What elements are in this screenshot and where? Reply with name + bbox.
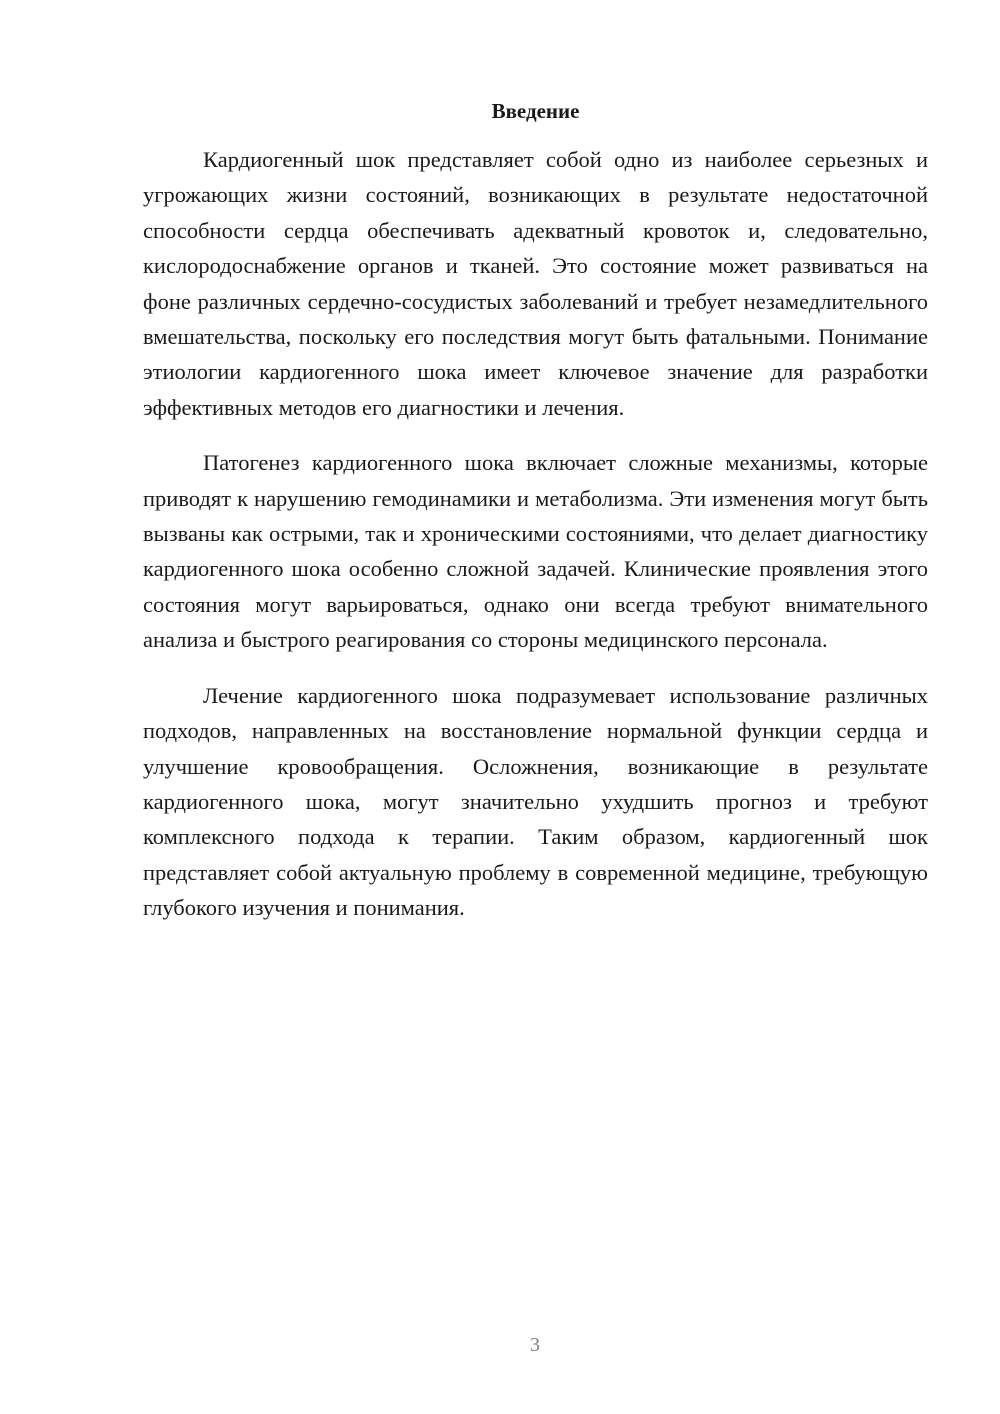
paragraph-1: Кардиогенный шок представляет собой одно из наиболее серьезных и угрожающих жизни состояний, возникающих в результате недостаточной способности сердца обеспечивать адекватный кровоток и, следовательно, кислородоснабжение органов и тканей. Это состояние может развиваться на фоне различных сердечно-сосудистых заболеваний и требует незамедлительного вмешательства, поскольку его последствия могут быть фатальными. Понимание этиологии кардиогенного шока имеет ключевое значение для разработки эффективных методов его диагностики и лечения. — [143, 147, 928, 420]
paragraph-2: Патогенез кардиогенного шока включает сложные механизмы, которые приводят к нарушению гемодинамики и метаболизма. Эти изменения могут быть вызваны как острыми, так и хроническими состояниями, что делает диагностику кардиогенного шока особенно сложной задачей. Клинические проявления этого состояния могут варьироваться, однако они всегда требуют внимательного анализа и быстрого реагирования со стороны медицинского персонала. — [143, 450, 928, 653]
section-heading: Введение — [491, 99, 580, 123]
body-text — [143, 142, 928, 946]
paragraph-3: Лечение кардиогенного шока подразумевает использование различных подходов, направленных на восстановление нормальной функции сердца и улучшение кровообращения. Осложнения, возникающие в результате кардиогенного шока, могут значительно ухудшить прогноз и требуют комплексного подхода к терапии. Таким образом, кардиогенный шок представляет собой актуальную проблему в современной медицине, требующую глубокого изучения и понимания. — [143, 682, 928, 921]
page-number: 3 — [530, 1334, 540, 1356]
